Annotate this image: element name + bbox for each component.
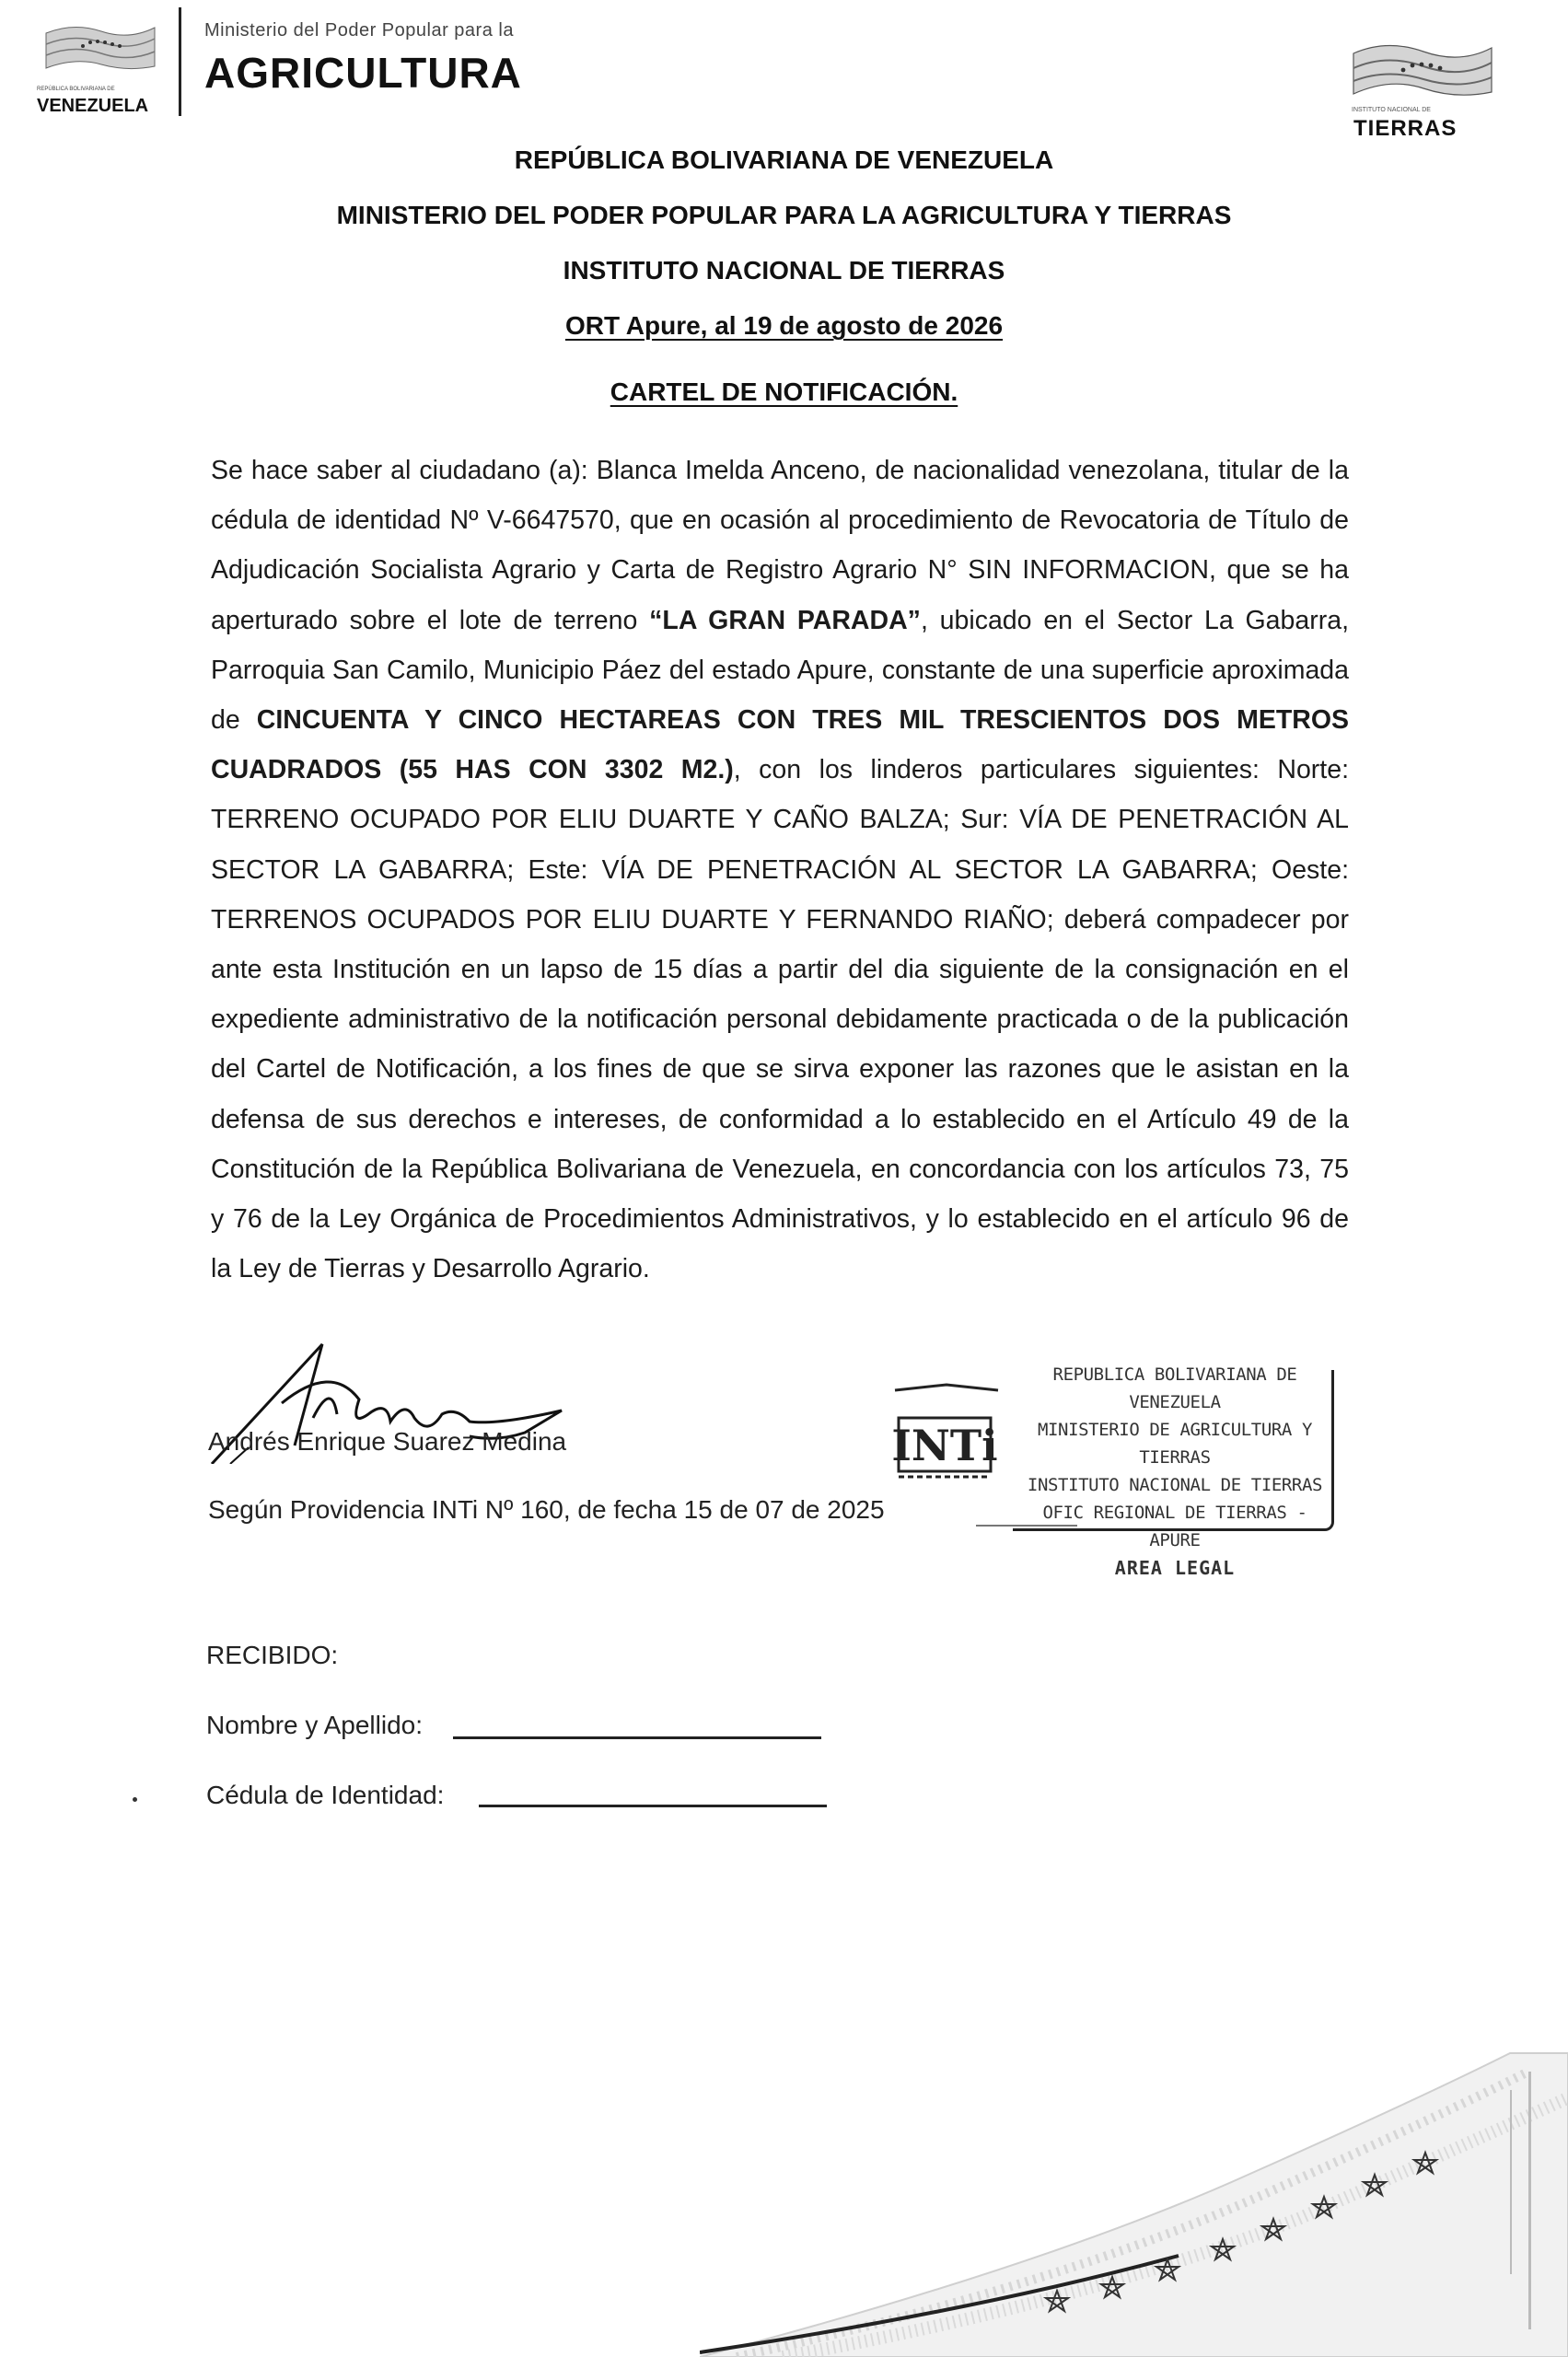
stray-dot	[133, 1797, 137, 1802]
document-title: CARTEL DE NOTIFICACIÓN.	[610, 377, 958, 406]
official-stamp	[1016, 1361, 1333, 1582]
venezuela-flag-logo	[37, 15, 157, 79]
ministry-line: Ministerio del Poder Popular para la	[204, 20, 514, 41]
authority-reference: Según Providencia INTi Nº 160, de fecha 15 de 07 de 2025	[208, 1495, 885, 1524]
logo-divider	[179, 7, 181, 116]
heading-institute: INSTITUTO NACIONAL DE TIERRAS	[563, 256, 1005, 284]
received-label: RECIBIDO:	[206, 1641, 339, 1669]
tierras-flag-logo	[1346, 33, 1493, 107]
id-label: Cédula de Identidad:	[206, 1781, 445, 1809]
signer-name: Andrés Enrique Suarez Medina	[208, 1427, 567, 1456]
institute-small-label: INSTITUTO NACIONAL DE	[1352, 107, 1431, 113]
body-text-part-2: , ubicado en el Sector La Gabarra, Parroquia San Camilo, Municipio Páez del estado Apure, constante de una superficie aproximada de	[211, 605, 1349, 736]
flag-with-stars-icon	[700, 2035, 1568, 2357]
land-surface: CINCUENTA Y CINCO HECTAREAS CON TRES MIL TRESCIENTOS DOS METROS CUADRADOS (55 HAS CON 3302 M2.)	[211, 705, 1349, 785]
ministry-name: AGRICULTURA	[204, 49, 522, 97]
republic-small-label: REPÚBLICA BOLIVARIANA DE	[37, 87, 115, 92]
id-blank-line	[479, 1805, 827, 1807]
notification-body	[211, 446, 1349, 1294]
body-text-part-3: , con los linderos particulares siguientes: Norte: TERRENO OCUPADO POR ELIU DUARTE Y CAÑO BALZA; Sur: VÍA DE PENETRACIÓN AL SECTOR LA GABARRA; Este: VÍA DE PENETRACIÓN AL SECTOR LA GABARRA; Oeste: TERRENOS OCUPADOS POR ELIU DUARTE Y FERNANDO RIAÑO; deberá compadecer por ante esta Institución en un lapso de 15 días a partir del dia siguiente de la consignación en el expediente administrativo de la notificación personal debidamente practicada o de la publicación del Cartel de Notificación, a los fines de que se sirva exponer las razones que le asistan en la defensa de sus derechos e intereses, de conformidad a lo establecido en el Artículo 49 de la Constitución de la República Bolivariana de Venezuela, en concordancia con los artículos 73, 75 y 76 de la Ley Orgánica de Procedimientos Administrativos, y lo establecido en el artículo 96 de la Ley de Tierras y Desarrollo Agrario.	[211, 755, 1349, 1284]
stamp-line-3: INSTITUTO NACIONAL DE TIERRAS	[1027, 1475, 1323, 1495]
venezuela-label: VENEZUELA	[37, 96, 149, 116]
tierras-label: TIERRAS	[1353, 116, 1458, 141]
place-date: ORT Apure, al 19 de agosto de 2026	[564, 311, 1004, 340]
stamp-line-5: AREA LEGAL	[1114, 1557, 1236, 1579]
body-text-part-1: Se hace saber al ciudadano (a): Blanca Imelda Anceno, de nacionalidad venezolana, titular de la cédula de identidad Nº V-6647570, que en ocasión al procedimiento de Revocatoria de Título de Adjudicación Socialista Agrario y Carta de Registro Agrario N° SIN INFORMACION, que se ha aperturado sobre el lote de terreno	[211, 456, 1349, 635]
heading-ministry: MINISTERIO DEL PODER POPULAR PARA LA AGRICULTURA Y TIERRAS	[336, 201, 1232, 229]
stamp-line-4: OFIC REGIONAL DE TIERRAS - APURE	[1042, 1503, 1307, 1550]
name-blank-line	[453, 1736, 821, 1739]
heading-republic: REPÚBLICA BOLIVARIANA DE VENEZUELA	[514, 145, 1054, 174]
stamp-logo-text: INTi	[891, 1421, 998, 1470]
stamp-line-2: MINISTERIO DE AGRICULTURA Y TIERRAS	[1037, 1420, 1313, 1468]
land-name: “LA GRAN PARADA”	[649, 605, 921, 635]
name-label: Nombre y Apellido:	[206, 1711, 424, 1739]
stamp-line-1: REPUBLICA BOLIVARIANA DE VENEZUELA	[1052, 1364, 1297, 1412]
inti-logo-icon	[891, 1381, 1002, 1482]
